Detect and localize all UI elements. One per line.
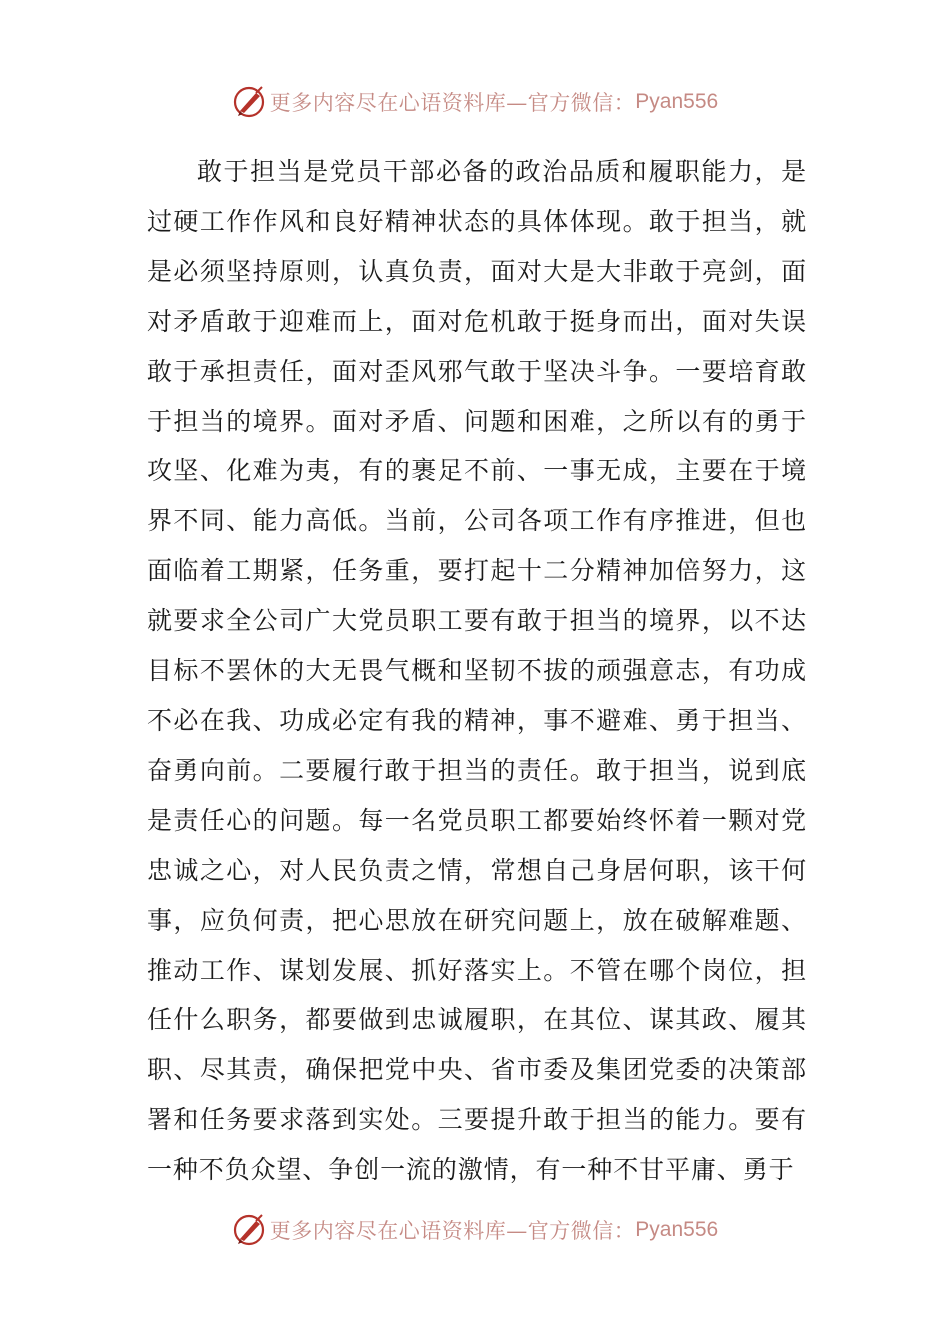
- document-body: [147, 147, 807, 1195]
- footer-watermark: [0, 1210, 950, 1250]
- pen-logo-icon: [232, 1212, 268, 1248]
- watermark-wechat-id: Pyan556: [635, 1218, 719, 1241]
- watermark-text: 更多内容尽在心语资料库—官方微信：: [269, 91, 636, 115]
- header-watermark: [0, 82, 950, 122]
- watermark-text: 更多内容尽在心语资料库—官方微信：: [269, 1219, 636, 1243]
- watermark-wechat-id: Pyan556: [635, 90, 719, 113]
- pen-logo-icon: [232, 84, 268, 120]
- body-paragraph: 敢于担当是党员干部必备的政治品质和履职能力，是过硬工作作风和良好精神状态的具体体现。敢于担当，就是必须坚持原则，认真负责，面对大是大非敢于亮剑，面对矛盾敢于迎难而上，面对危机敢于挺身而出，面对失误敢于承担责任，面对歪风邪气敢于坚决斗争。一要培育敢于担当的境界。面对矛盾、问题和困难，之所以有的勇于攻坚、化难为夷，有的裹足不前、一事无成，主要在于境界不同、能力高低。当前，公司各项工作有序推进，但也面临着工期紧，任务重，要打起十二分精神加倍努力，这就要求全公司广大党员职工要有敢于担当的境界，以不达目标不罢休的大无畏气概和坚韧不拔的顽强意志，有功成不必在我、功成必定有我的精神，事不避难、勇于担当、奋勇向前。二要履行敢于担当的责任。敢于担当，说到底是责任心的问题。每一名党员职工都要始终怀着一颗对党忠诚之心，对人民负责之情，常想自己身居何职，该干何事，应负何责，把心思放在研究问题上，放在破解难题、推动工作、谋划发展、抓好落实上。不管在哪个岗位，担任什么职务，都要做到忠诚履职，在其位、谋其政、履其职、尽其责，确保把党中央、省市委及集团党委的决策部署和任务要求落到实处。三要提升敢于担当的能力。要有一种不负众望、争创一流的激情，有一种不甘平庸、勇于: [147, 157, 807, 1185]
